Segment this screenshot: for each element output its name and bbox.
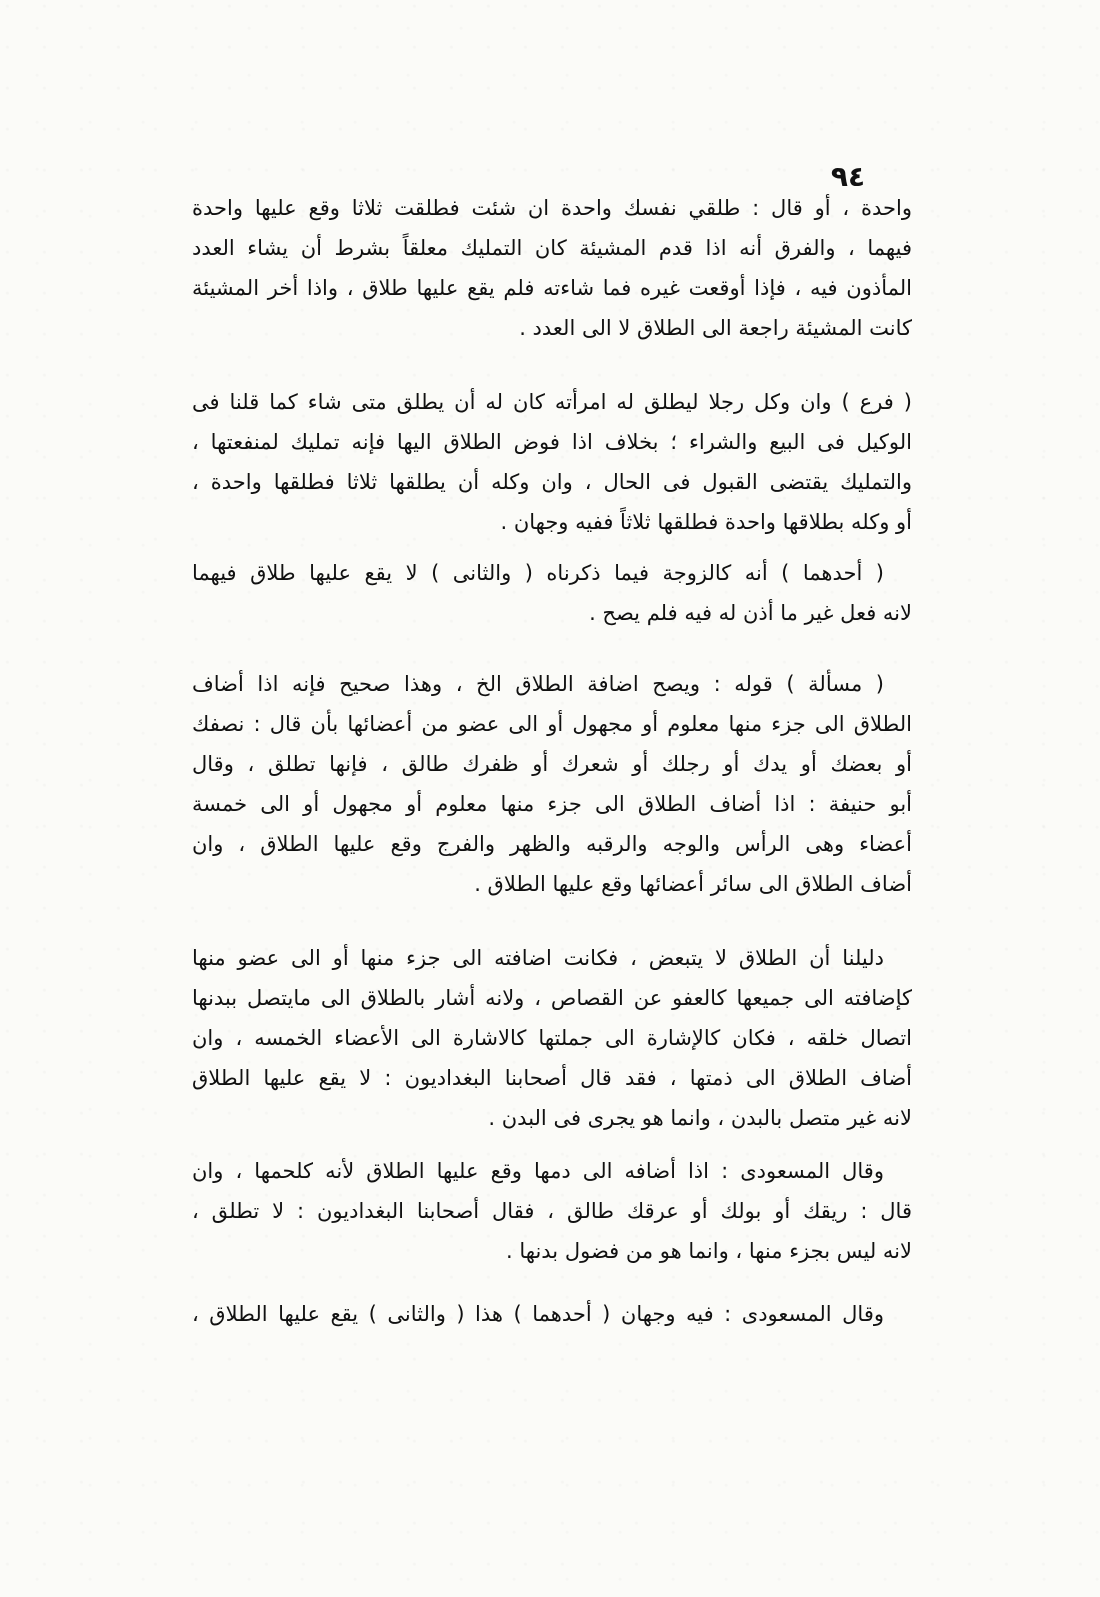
text-line: أبو حنيفة : اذا أضاف الطلاق الى جزء منها معلوم أو مجهول أو الى خمسة xyxy=(192,792,912,816)
paragraph-2 xyxy=(192,382,912,542)
text-line: والتمليك يقتضى القبول فى الحال ، وان وكله أن يطلقها ثلاثا فطلقها واحدة ، xyxy=(192,470,912,494)
paragraph-4 xyxy=(192,664,912,904)
text-line: المأذون فيه ، فإذا أوقعت غيره فما شاءته فلم يقع عليها طلاق ، واذا أخر المشيئة xyxy=(192,276,912,300)
text-line: أعضاء وهى الرأس والوجه والرقبه والظهر والفرج وقع عليها الطلاق ، وان xyxy=(192,832,912,856)
text-line: ( أحدهما ) أنه كالزوجة فيما ذكرناه ( والثانى ) لا يقع عليها طلاق فيهما xyxy=(192,561,884,585)
page-number: ٩٤ xyxy=(830,160,866,193)
text-line: لانه ليس بجزء منها ، وانما هو من فضول بدنها . xyxy=(506,1239,912,1263)
text-line: قال : ريقك أو بولك أو عرقك طالق ، فقال أصحابنا البغداديون : لا تطلق ، xyxy=(192,1199,912,1223)
text-line: كإضافته الى جميعها كالعفو عن القصاص ، ولانه أشار بالطلاق الى مايتصل ببدنها xyxy=(192,986,912,1010)
text-line: أضاف الطلاق الى سائر أعضائها وقع عليها الطلاق . xyxy=(474,872,912,896)
text-line: وقال المسعودى : فيه وجهان ( أحدهما ) هذا ( والثانى ) يقع عليها الطلاق ، xyxy=(192,1302,884,1326)
text-line: دليلنا أن الطلاق لا يتبعض ، فكانت اضافته الى جزء منها أو الى عضو منها xyxy=(192,946,884,970)
text-line: كانت المشيئة راجعة الى الطلاق لا الى العدد . xyxy=(519,316,912,340)
text-line: وقال المسعودى : اذا أضافه الى دمها وقع عليها الطلاق لأنه كلحمها ، وان xyxy=(192,1159,884,1183)
text-line: اتصال خلقه ، فكان كالإشارة الى جملتها كالاشارة الى الأعضاء الخمسه ، وان xyxy=(192,1026,912,1050)
text-line: واحدة ، أو قال : طلقي نفسك واحدة ان شئت فطلقت ثلاثا وقع عليها واحدة xyxy=(192,196,912,220)
paragraph-7 xyxy=(192,1294,912,1334)
text-line: الوكيل فى البيع والشراء ؛ بخلاف اذا فوض الطلاق اليها فإنه تمليك لمنفعتها ، xyxy=(192,430,912,454)
text-line: فيهما ، والفرق أنه اذا قدم المشيئة كان التمليك معلقاً بشرط أن يشاء العدد xyxy=(192,236,912,260)
text-line: لانه فعل غير ما أذن له فيه فلم يصح . xyxy=(589,601,912,625)
text-line: الطلاق الى جزء منها معلوم أو مجهول أو الى عضو من أعضائها بأن قال : نصفك xyxy=(192,712,912,736)
text-line: أو بعضك أو يدك أو رجلك أو شعرك أو ظفرك طالق ، فإنها تطلق ، وقال xyxy=(192,752,912,776)
text-line: أضاف الطلاق الى ذمتها ، فقد قال أصحابنا البغداديون : لا يقع عليها الطلاق xyxy=(192,1066,912,1090)
paragraph-6 xyxy=(192,1151,912,1271)
paragraph-5 xyxy=(192,938,912,1138)
paragraph-1 xyxy=(192,188,912,348)
text-line: أو وكله بطلاقها واحدة فطلقها ثلاثاً ففيه وجهان . xyxy=(500,510,912,534)
text-line: ( مسألة ) قوله : ويصح اضافة الطلاق الخ ، وهذا صحيح فإنه اذا أضاف xyxy=(192,672,884,696)
paragraph-3 xyxy=(192,553,912,633)
text-line: ( فرع ) وان وكل رجلا ليطلق له امرأته كان له أن يطلق متى شاء كما قلنا فى xyxy=(192,390,912,414)
text-line: لانه غير متصل بالبدن ، وانما هو يجرى فى البدن . xyxy=(488,1106,912,1130)
